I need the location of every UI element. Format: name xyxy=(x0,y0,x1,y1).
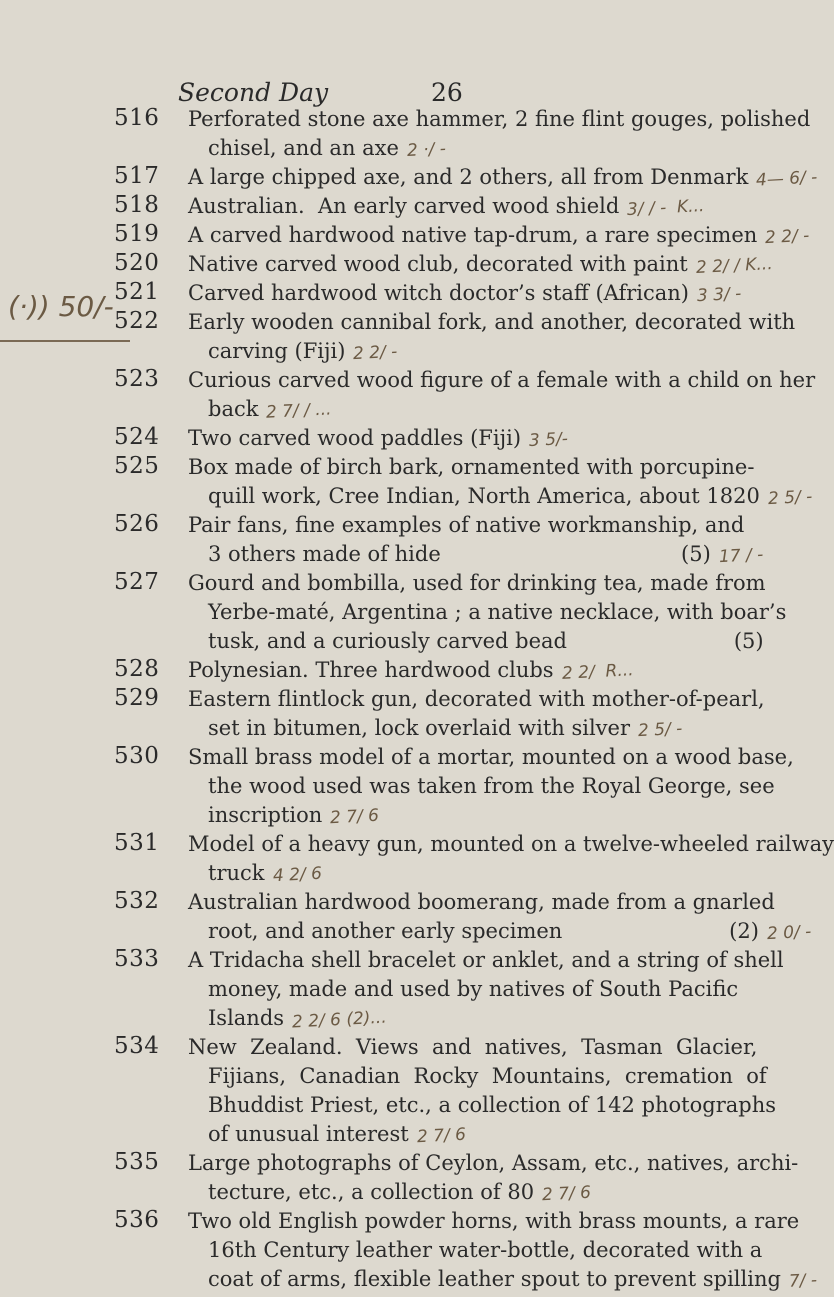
lot-description-line: Large photographs of Ceylon, Assam, etc., natives, archi- xyxy=(188,1151,799,1175)
margin-underline xyxy=(0,340,130,342)
lot-description-line: Carved hardwood witch doctor’s staff (African) 3 3/ - xyxy=(188,279,763,310)
lot-description-line: tusk, and a curiously carved bead (5) xyxy=(208,629,764,653)
lot-number: 525 xyxy=(114,453,160,479)
lot-description xyxy=(188,424,763,455)
handwritten-price-mark: 2 7/ 6 xyxy=(416,1124,467,1148)
lot-description-line: 3 others made of hide (5) 17 / - xyxy=(188,540,763,571)
lot-description-line: Eastern flintlock gun, decorated with mother-of-pearl, xyxy=(188,687,765,711)
lot-number: 533 xyxy=(114,946,160,972)
lot-description-line: 16th Century leather water-bottle, decorated with a xyxy=(208,1238,763,1262)
lot-description xyxy=(188,656,763,687)
handwritten-price-mark: 2 7/ 6 xyxy=(541,1182,592,1206)
handwritten-price-mark: 2 2/ - xyxy=(764,225,811,249)
lot-description-line: A Tridacha shell bracelet or anklet, and a string of shell xyxy=(188,948,784,972)
lot-description-line: root, and another early specimen (2) 2 0/ - xyxy=(188,917,763,948)
lot-number: 536 xyxy=(114,1207,160,1233)
lot-description-line: Early wooden cannibal fork, and another, decorated with xyxy=(188,310,796,334)
lot-description-line: Model of a heavy gun, mounted on a twelve-wheeled railway xyxy=(188,832,834,856)
lot-number: 532 xyxy=(114,888,160,914)
lot-number: 519 xyxy=(114,221,160,247)
lot-description-line: Yerbe-maté, Argentina ; a native necklace, with boar’s xyxy=(208,600,787,624)
lot-description xyxy=(188,105,811,165)
handwritten-margin-note: (·)) 50/- xyxy=(0,286,130,346)
handwritten-price-mark: 2 7/ 6 xyxy=(329,805,380,829)
lot-description xyxy=(188,1207,818,1296)
lot-description-line: truck 4 2/ 6 xyxy=(188,859,763,890)
lot-description-line: the wood used was taken from the Royal George, see xyxy=(208,774,775,798)
lot-description-line: Pair fans, fine examples of native workmanship, and xyxy=(188,513,745,537)
lot-description xyxy=(188,1033,777,1151)
handwritten-price-mark: 2 5/ - xyxy=(637,718,683,742)
lot-description-line: A carved hardwood native tap-drum, a rare specimen 2 2/ - xyxy=(188,221,763,252)
lot-number: 534 xyxy=(114,1033,160,1059)
lot-description xyxy=(188,221,811,252)
lot-description xyxy=(188,279,763,310)
lot-description-line: of unusual interest 2 7/ 6 xyxy=(188,1120,763,1151)
page-header-title: Second Day xyxy=(178,78,329,107)
lot-number: 518 xyxy=(114,192,160,218)
lot-description xyxy=(188,946,784,1035)
lot-description xyxy=(188,366,816,426)
lot-description-line: Australian. An early carved wood shield 3/ / - K... xyxy=(188,192,763,223)
handwritten-price-mark: 17 / - xyxy=(718,544,764,568)
handwritten-price-mark: 2 ·/ - xyxy=(406,138,447,162)
handwritten-price-mark: 2 2/ 6 (2)... xyxy=(291,1007,388,1033)
handwritten-price-mark: 2 2/ / K... xyxy=(695,254,773,278)
handwritten-price-mark: 2 0/ - xyxy=(766,921,812,945)
lot-description-line: Box made of birch bark, ornamented with porcupine- xyxy=(188,455,755,479)
lot-number: 535 xyxy=(114,1149,160,1175)
lot-description-line: Bhuddist Priest, etc., a collection of 142 photographs xyxy=(208,1093,777,1117)
lot-description-line: Islands 2 2/ 6 (2)... xyxy=(188,1004,763,1035)
lot-description-line: Fijians, Canadian Rocky Mountains, cremation of xyxy=(208,1064,767,1088)
lot-description xyxy=(188,308,796,368)
lot-number: 520 xyxy=(114,250,160,276)
lot-description xyxy=(188,685,763,745)
lot-description xyxy=(188,192,763,223)
lot-description-line: set in bitumen, lock overlaid with silver 2 5/ - xyxy=(188,714,763,745)
handwritten-price-mark: 3 5/- xyxy=(528,428,569,452)
handwritten-price-mark: 2 7/ / ... xyxy=(265,399,333,423)
lot-description-line: carving (Fiji) 2 2/ - xyxy=(188,337,763,368)
lot-number: 528 xyxy=(114,656,160,682)
lot-number: 529 xyxy=(114,685,160,711)
lot-description xyxy=(188,830,834,890)
lot-description-line: Small brass model of a mortar, mounted on a wood base, xyxy=(188,745,794,769)
lot-description-line: Polynesian. Three hardwood clubs 2 2/ R... xyxy=(188,656,763,687)
lot-description-line: tecture, etc., a collection of 80 2 7/ 6 xyxy=(188,1178,763,1209)
lot-number: 523 xyxy=(114,366,160,392)
handwritten-price-mark: 7/ - xyxy=(788,1270,818,1292)
handwritten-price-mark: 2 5/ - xyxy=(767,486,813,510)
handwritten-price-mark: 3 3/ - xyxy=(696,283,742,307)
lot-number: 530 xyxy=(114,743,160,769)
handwritten-price-mark: 4— 6/ - xyxy=(755,167,819,191)
lot-description-line: Two old English powder horns, with brass mounts, a rare xyxy=(188,1209,800,1233)
lot-description-line: Australian hardwood boomerang, made from a gnarled xyxy=(188,890,775,914)
lot-description-line: coat of arms, flexible leather spout to prevent spilling 7/ - xyxy=(188,1265,763,1296)
lot-description-line: Native carved wood club, decorated with paint 2 2/ / K... xyxy=(188,250,763,281)
lot-number: 517 xyxy=(114,163,160,189)
lot-number: 531 xyxy=(114,830,160,856)
lot-description xyxy=(188,888,812,948)
lot-number: 521 xyxy=(114,279,160,305)
lot-description-line: A large chipped axe, and 2 others, all from Denmark 4— 6/ - xyxy=(188,163,763,194)
lot-description xyxy=(188,453,813,513)
lot-description-line: Gourd and bombilla, used for drinking tea, made from xyxy=(188,571,766,595)
lot-description xyxy=(188,569,787,656)
lot-description xyxy=(188,743,794,832)
handwritten-price-mark: 4 2/ 6 xyxy=(271,863,322,887)
handwritten-price-mark: 3/ / - K... xyxy=(626,195,706,221)
handwritten-price-mark: 2 2/ R... xyxy=(561,660,634,684)
lot-description xyxy=(188,250,773,281)
handwritten-price-mark: 2 2/ - xyxy=(352,341,399,365)
lot-number: 522 xyxy=(114,308,160,334)
lot-description-line: New Zealand. Views and natives, Tasman Glacier, xyxy=(188,1035,758,1059)
lot-description-line: chisel, and an axe 2 ·/ - xyxy=(188,134,763,165)
lot-number: 516 xyxy=(114,105,160,131)
lot-description-line: Perforated stone axe hammer, 2 fine flint gouges, polished xyxy=(188,107,811,131)
lot-description-line: inscription 2 7/ 6 xyxy=(188,801,763,832)
lot-description-line: Curious carved wood figure of a female with a child on her xyxy=(188,368,816,392)
page-number: 26 xyxy=(431,78,463,107)
lot-description xyxy=(188,163,819,194)
lot-description-line: quill work, Cree Indian, North America, about 1820 2 5/ - xyxy=(188,482,763,513)
lot-description-line: back 2 7/ / ... xyxy=(188,395,763,426)
lot-number: 524 xyxy=(114,424,160,450)
lot-description-line: Two carved wood paddles (Fiji) 3 5/- xyxy=(188,424,763,455)
lot-description-line: money, made and used by natives of South Pacific xyxy=(208,977,739,1001)
lot-description xyxy=(188,1149,799,1209)
lot-number: 526 xyxy=(114,511,160,537)
lot-description xyxy=(188,511,763,571)
lot-number: 527 xyxy=(114,569,160,595)
